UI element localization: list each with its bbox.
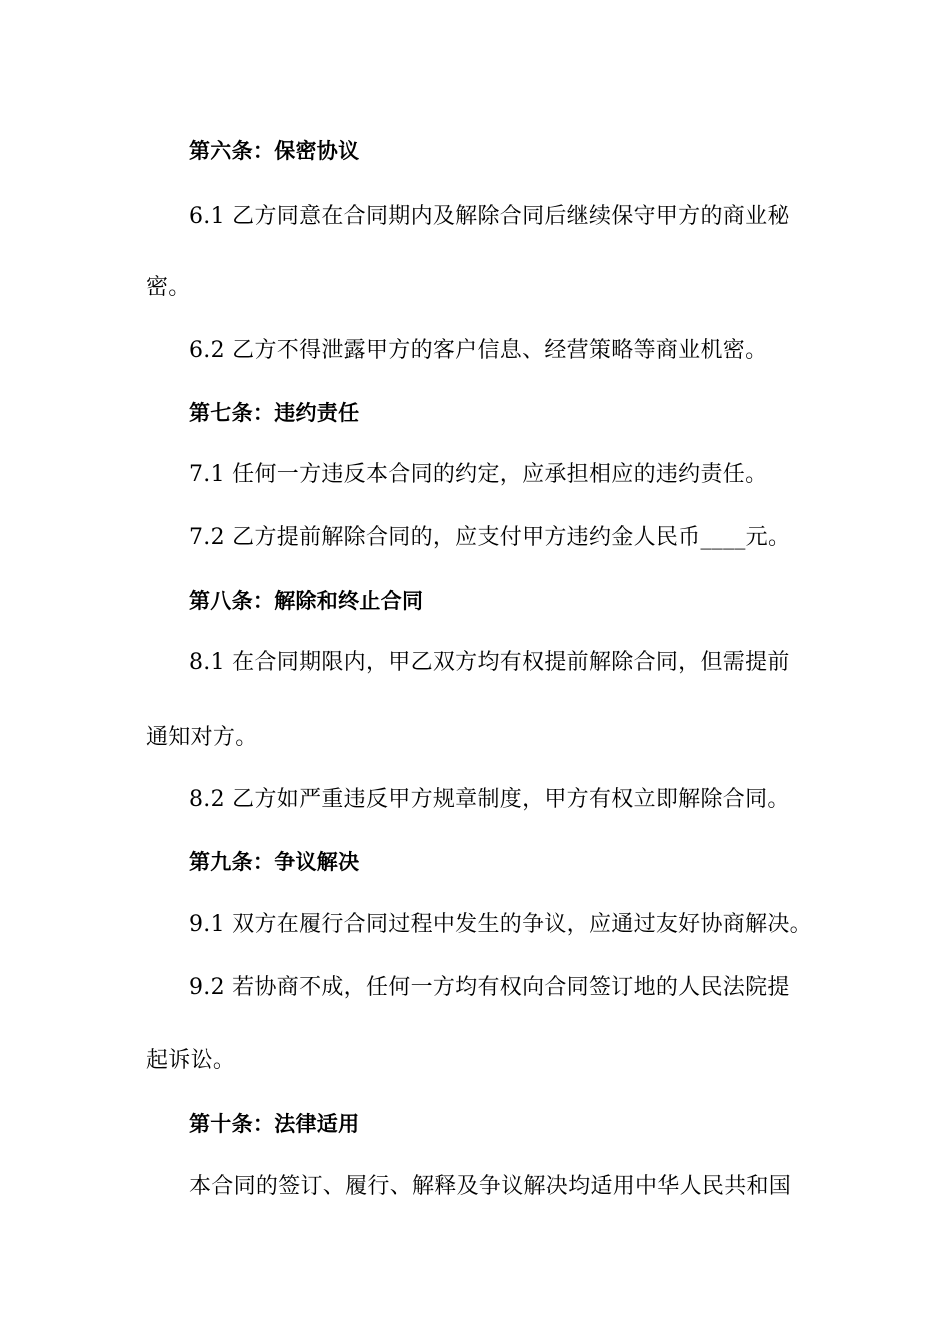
article-10-heading: 第十条：法律适用 — [189, 1112, 360, 1136]
clause-8-1-continuation: 通知对方。 — [146, 725, 258, 750]
clause-7-1: 7.1 任何一方违反本合同的约定，应承担相应的违约责任。 — [189, 462, 768, 487]
article-6-heading: 第六条：保密协议 — [189, 139, 360, 163]
clause-9-2-continuation: 起诉讼。 — [146, 1048, 236, 1073]
clause-8-2: 8.2 乙方如严重违反甲方规章制度，甲方有权立即解除合同。 — [189, 787, 790, 812]
clause-6-1-continuation: 密。 — [146, 275, 191, 300]
clause-9-1: 9.1 双方在履行合同过程中发生的争议，应通过友好协商解决。 — [189, 912, 812, 937]
article-9-heading: 第九条：争议解决 — [189, 850, 360, 874]
article-8-heading: 第八条：解除和终止合同 — [189, 589, 424, 613]
clause-6-2: 6.2 乙方不得泄露甲方的客户信息、经营策略等商业机密。 — [189, 338, 768, 363]
clause-7-2: 7.2 乙方提前解除合同的，应支付甲方违约金人民币____元。 — [189, 525, 791, 550]
clause-9-2: 9.2 若协商不成，任何一方均有权向合同签订地的人民法院提 — [189, 975, 790, 1000]
article-10-text: 本合同的签订、履行、解释及争议解决均适用中华人民共和国 — [189, 1174, 792, 1199]
article-7-heading: 第七条：违约责任 — [189, 401, 360, 425]
clause-6-1: 6.1 乙方同意在合同期内及解除合同后继续保守甲方的商业秘 — [189, 204, 790, 229]
clause-8-1: 8.1 在合同期限内，甲乙双方均有权提前解除合同，但需提前 — [189, 650, 790, 675]
